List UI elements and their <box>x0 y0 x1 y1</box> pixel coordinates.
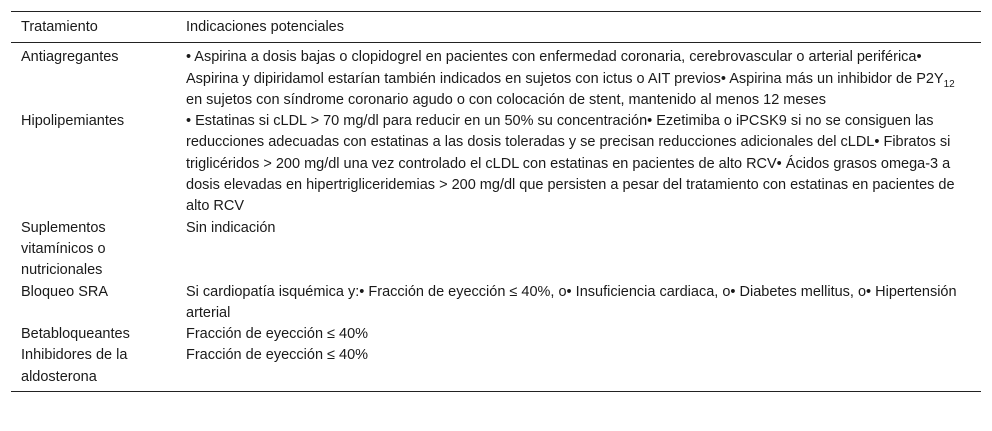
indication-subscript: 12 <box>943 78 955 90</box>
table-row <box>11 111 981 217</box>
header-indications: Indicaciones potenciales <box>186 19 344 35</box>
row-treatment: Inhibidores de la aldosterona <box>21 347 128 385</box>
indication-text: • Aspirina a dosis bajas o clopidogrel en pacientes con enfermedad coronaria, cerebrovascular o arterial periférica• Aspirina y dipiridamol estarían también indicados en sujetos con ictus o AIT previos• Aspirina más un inhibidor de P2Y <box>186 49 944 87</box>
table-row <box>11 324 981 345</box>
row-indication: Sin indicación <box>186 219 276 236</box>
table-header-row <box>11 12 981 43</box>
row-treatment: Betabloqueantes <box>21 326 130 343</box>
row-indication: Si cardiopatía isquémica y:• Fracción de eyección ≤ 40%, o• Insuficiencia cardiaca, o• Diabetes mellitus, o• Hipertensión arterial <box>186 283 957 321</box>
treatment-table-container <box>11 11 981 392</box>
row-treatment: Antiagregantes <box>21 49 119 66</box>
row-treatment: Hipolipemiantes <box>21 113 125 130</box>
table-row <box>11 282 981 325</box>
table-row <box>11 345 981 391</box>
treatment-indications-table <box>11 11 981 392</box>
row-indication: • Estatinas si cLDL > 70 mg/dl para reducir en un 50% su concentración• Ezetimiba o iPCSK9 si no se consiguen las reducciones adecuadas con estatinas a las dosis toleradas y se precisan reducciones adicionales del cLDL• Fibratos si triglicéridos > 200 mg/dl una vez controlado el cLDL con estatinas en pacientes de alto RCV• Ácidos grasos omega-3 a dosis elevadas en hipertrigliceridemias > 200 mg/dl que persisten a pesar del tratamiento con estatinas en pacientes de alto RCV <box>186 113 955 215</box>
row-indication: Fracción de eyección ≤ 40% <box>186 326 369 343</box>
header-treatment: Tratamiento <box>21 19 98 35</box>
row-indication: Fracción de eyección ≤ 40% <box>186 347 369 364</box>
indication-text-continued: en sujetos con síndrome coronario agudo o con colocación de stent, mantenido al menos 12 meses <box>186 91 826 108</box>
table-row <box>11 218 981 282</box>
row-treatment: Suplementos vitamínicos o nutricionales <box>21 219 106 279</box>
row-indication <box>176 43 981 111</box>
row-treatment: Bloqueo SRA <box>21 283 109 300</box>
table-row <box>11 43 981 111</box>
